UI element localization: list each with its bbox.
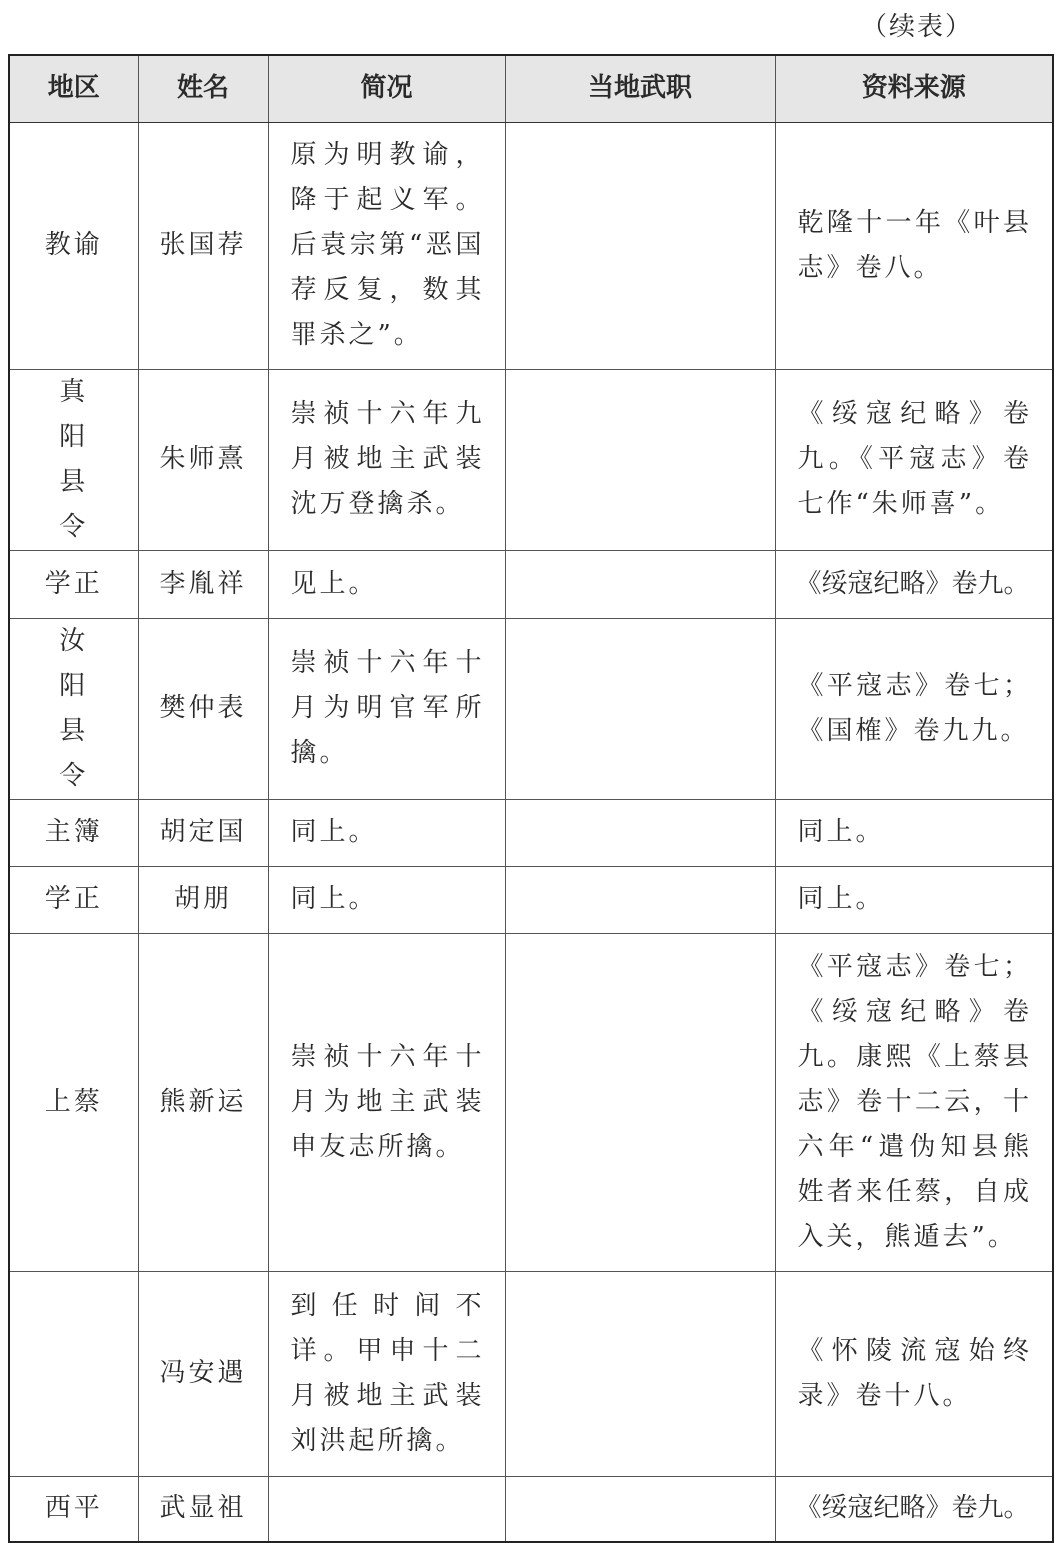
table-row <box>9 799 1053 866</box>
cell-local-post <box>505 122 775 369</box>
cell-source: 《平寇志》卷七；《绥寇纪略》卷九。康熙《上蔡县志》卷十二云，十六年“遣伪知县熊姓者来任蔡，自成入关，熊遁去”。 <box>775 933 1053 1271</box>
cell-source: 《绥寇纪略》卷九。 <box>775 1476 1053 1542</box>
table-row <box>9 122 1053 369</box>
cell-region: 汝阳县令 <box>9 618 138 799</box>
header-source: 资料来源 <box>775 55 1053 122</box>
header-region: 地区 <box>9 55 138 122</box>
cell-region: 西平 <box>9 1476 138 1542</box>
cell-local-post <box>505 866 775 933</box>
cell-name: 朱师熹 <box>138 369 268 550</box>
table-header-row <box>9 55 1053 122</box>
cell-source: 《绥寇纪略》卷九。《平寇志》卷七作“朱师喜”。 <box>775 369 1053 550</box>
cell-local-post <box>505 550 775 618</box>
header-name: 姓名 <box>138 55 268 122</box>
cell-name: 李胤祥 <box>138 550 268 618</box>
table-row <box>9 1476 1053 1542</box>
table-row <box>9 550 1053 618</box>
cell-source: 乾隆十一年《叶县志》卷八。 <box>775 122 1053 369</box>
table-row <box>9 369 1053 550</box>
cell-source: 《怀陵流寇始终录》卷十八。 <box>775 1271 1053 1476</box>
cell-name: 熊新运 <box>138 933 268 1271</box>
cell-brief <box>268 1476 505 1542</box>
cell-local-post <box>505 1476 775 1542</box>
cell-brief: 见上。 <box>268 550 505 618</box>
cell-brief: 同上。 <box>268 866 505 933</box>
cell-brief: 崇祯十六年九月被地主武装沈万登擒杀。 <box>268 369 505 550</box>
cell-region: 学正 <box>9 866 138 933</box>
cell-name: 武显祖 <box>138 1476 268 1542</box>
cell-source: 《平寇志》卷七；《国榷》卷九九。 <box>775 618 1053 799</box>
cell-local-post <box>505 1271 775 1476</box>
cell-name: 樊仲表 <box>138 618 268 799</box>
cell-brief: 到任时间不详。甲申十二月被地主武装刘洪起所擒。 <box>268 1271 505 1476</box>
cell-region: 上蔡 <box>9 933 138 1271</box>
officials-table <box>8 54 1054 1543</box>
continued-table-label: （续表） <box>860 12 973 42</box>
table-row <box>9 618 1053 799</box>
cell-local-post <box>505 369 775 550</box>
cell-source: 同上。 <box>775 799 1053 866</box>
cell-name: 张国荐 <box>138 122 268 369</box>
cell-name: 冯安遇 <box>138 1271 268 1476</box>
cell-brief: 同上。 <box>268 799 505 866</box>
cell-region: 学正 <box>9 550 138 618</box>
cell-local-post <box>505 933 775 1271</box>
cell-region: 真阳县令 <box>9 369 138 550</box>
cell-brief: 崇祯十六年十月为地主武装申友志所擒。 <box>268 933 505 1271</box>
table-row <box>9 1271 1053 1476</box>
cell-brief: 原为明教谕，降于起义军。后袁宗第“恶国荐反复，数其罪杀之”。 <box>268 122 505 369</box>
cell-region <box>9 1271 138 1476</box>
cell-source: 同上。 <box>775 866 1053 933</box>
header-brief: 简况 <box>268 55 505 122</box>
cell-region: 主簿 <box>9 799 138 866</box>
table-row <box>9 866 1053 933</box>
cell-region: 教谕 <box>9 122 138 369</box>
cell-name: 胡定国 <box>138 799 268 866</box>
cell-brief: 崇祯十六年十月为明官军所擒。 <box>268 618 505 799</box>
cell-name: 胡朋 <box>138 866 268 933</box>
table-row <box>9 933 1053 1271</box>
cell-source: 《绥寇纪略》卷九。 <box>775 550 1053 618</box>
cell-local-post <box>505 618 775 799</box>
header-local-post: 当地武职 <box>505 55 775 122</box>
cell-local-post <box>505 799 775 866</box>
